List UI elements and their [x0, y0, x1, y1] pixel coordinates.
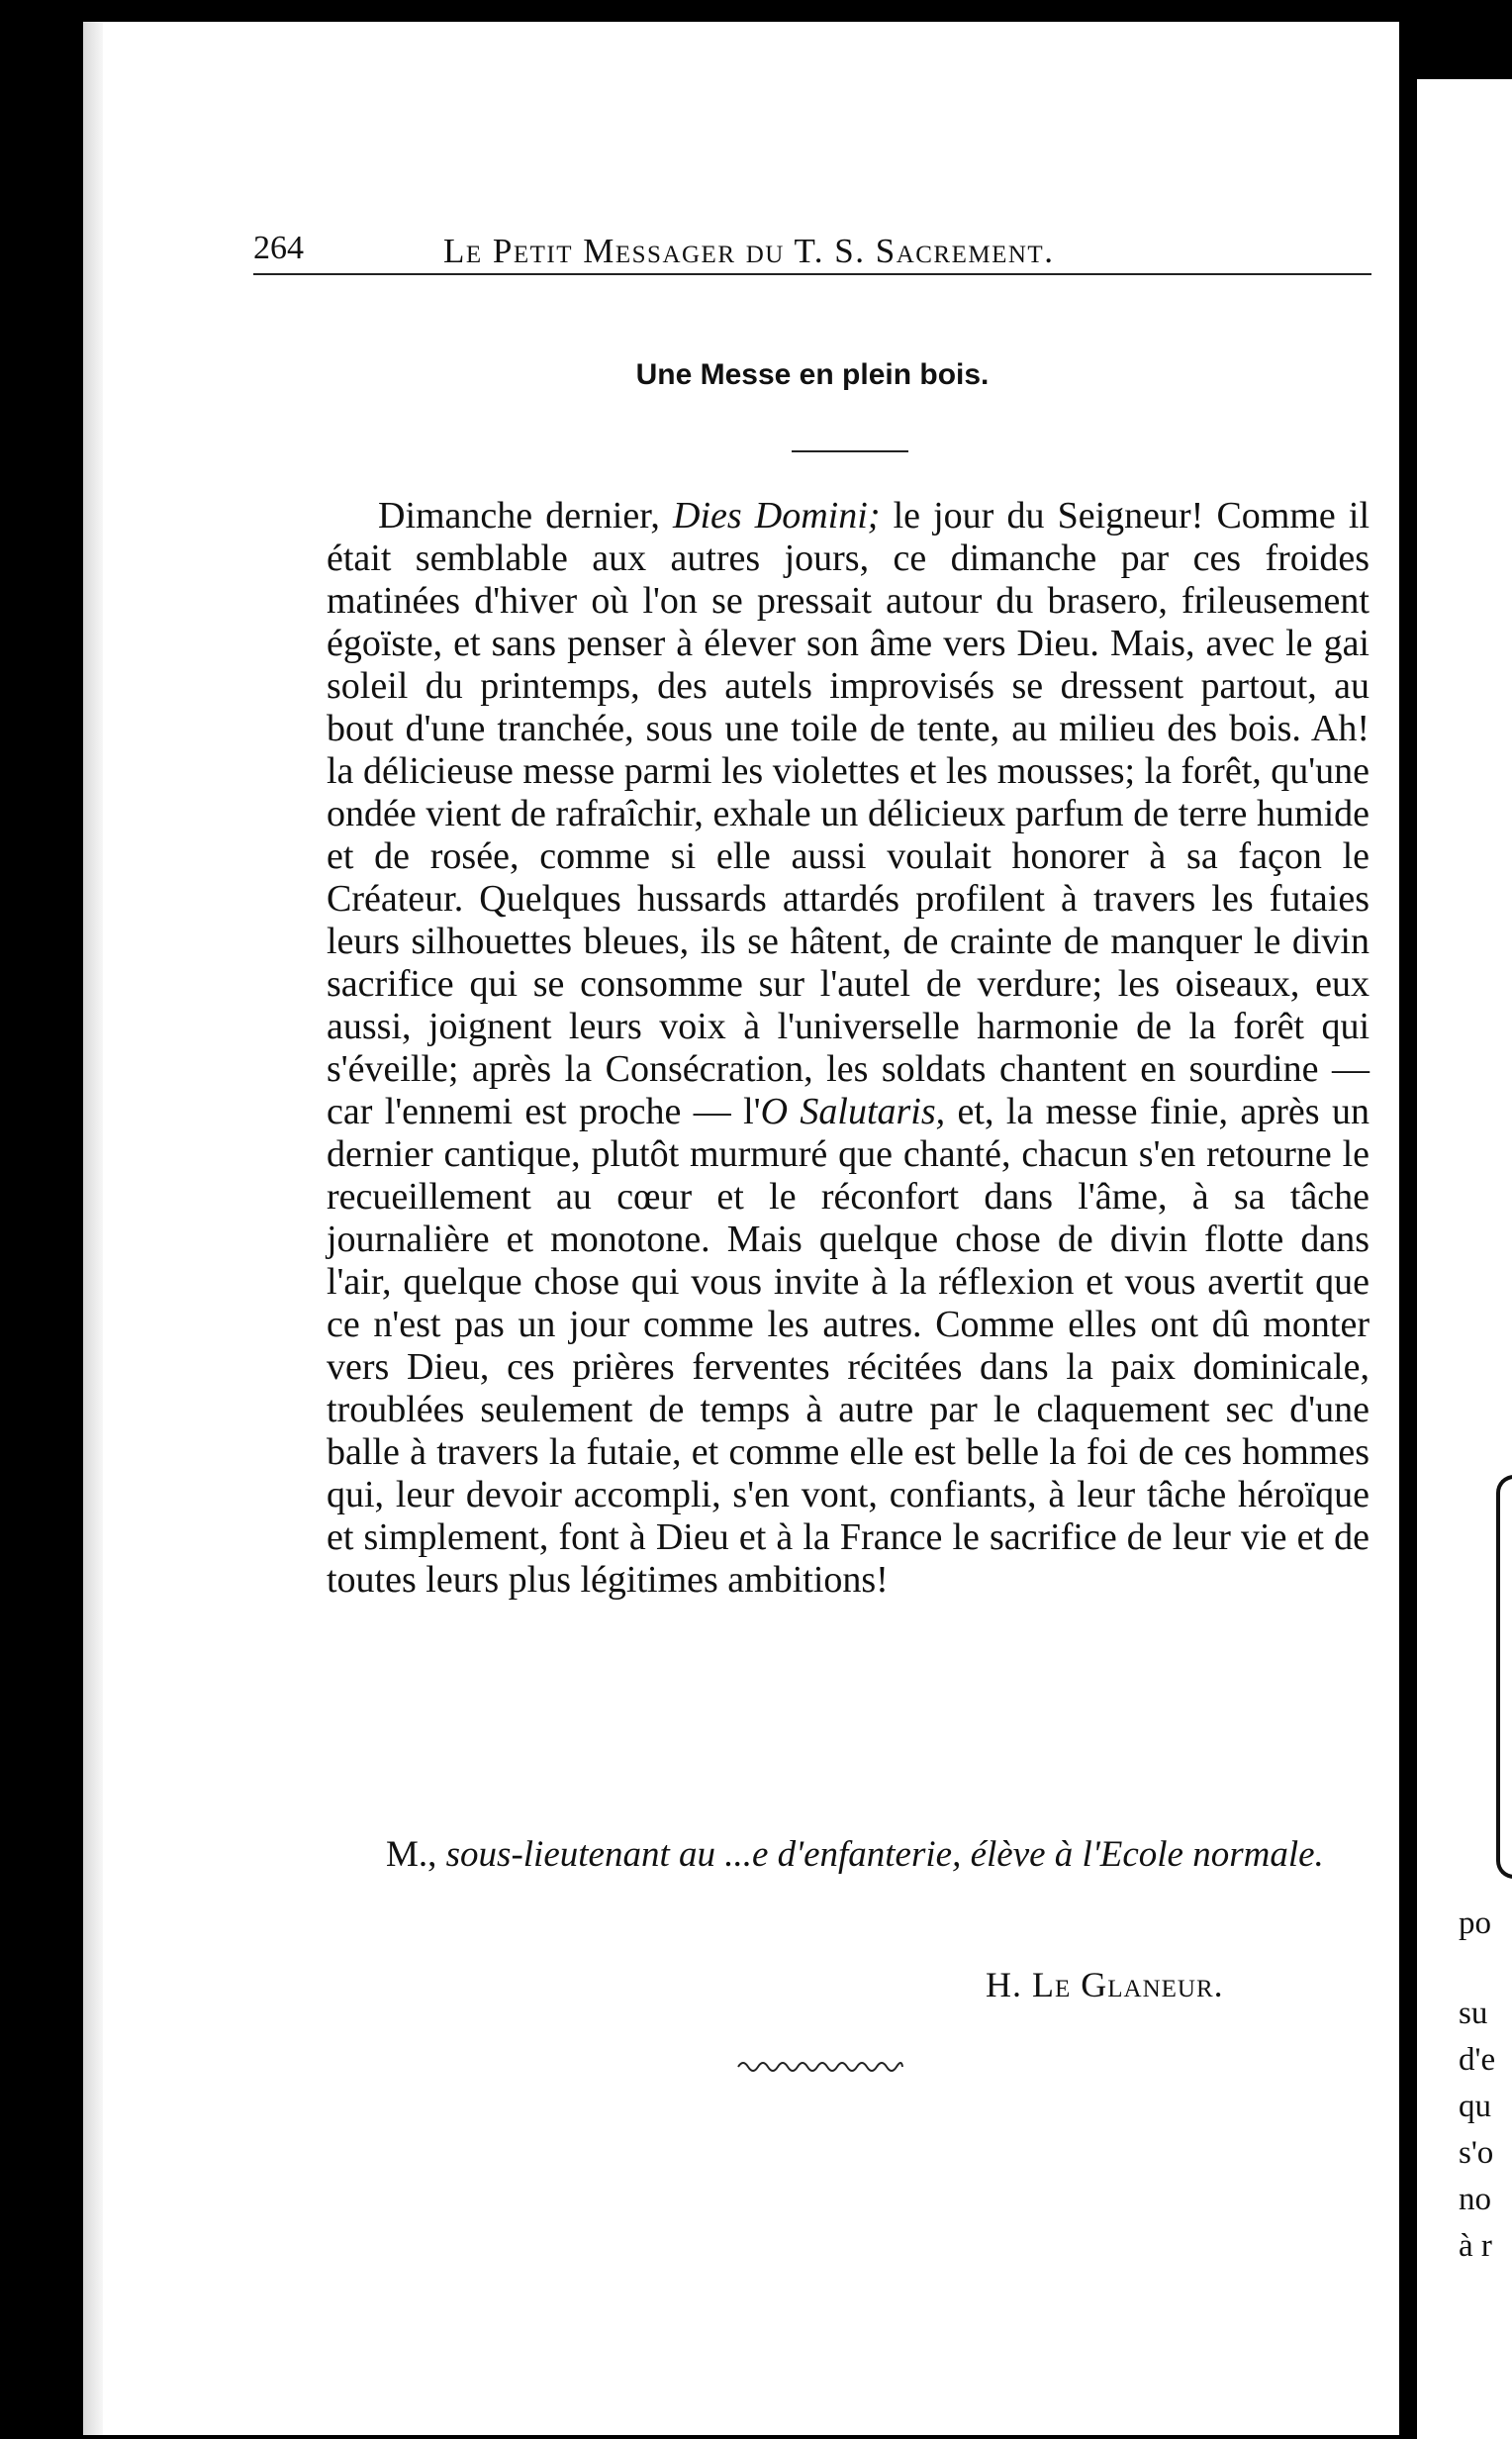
hymn-title: O Salutaris, — [760, 1091, 946, 1132]
adjacent-page — [1417, 79, 1512, 2439]
running-title: Le Petit Messager du T. S. Sacrement. — [443, 232, 1055, 270]
latin-phrase: Dies Domini; — [673, 495, 881, 537]
adjacent-page-ornament — [1496, 1475, 1512, 1879]
author: H. Le Glaneur. — [986, 1965, 1224, 2004]
article-body — [327, 495, 1370, 1602]
adjacent-page-text: po su d'e qu s'o no à r — [1459, 1905, 1496, 2264]
article-title: Une Messe en plein bois. — [635, 358, 990, 391]
signature-line — [293, 1833, 1342, 1876]
running-head — [253, 222, 1371, 275]
signature-description: sous-lieutenant au ...e d'enfanterie, élève à l'Ecole normale. — [445, 1834, 1324, 1875]
signature-initial: M., — [386, 1834, 437, 1875]
page-edge — [83, 22, 103, 2435]
article-paragraph: Dimanche dernier, Dies Domini; le jour du Seigneur! Comme il était semblable aux autres jours, ce dimanche par ces froides matinées d'hiver où l'on se pressait autour du brasero, frileusement égoïste, et sans penser à élever son âme vers Dieu. Mais, avec le gai soleil du printemps, des autels improvisés se dressent partout, au bout d'une tranchée, sous une toile de tente, au milieu des bois. Ah! la délicieuse messe parmi les violettes et les mousses; la forêt, qu'une ondée vient de rafraîchir, exhale un délicieux parfum de terre humide et de rosée, comme si elle aussi voulait honorer à sa façon le Créateur. Quelques hussards attardés profilent à travers les futaies leurs silhouettes bleues, ils se hâtent, de crainte de manquer le divin sacrifice qui se consomme sur l'autel de verdure; les oiseaux, eux aussi, joignent leurs voix à l'universelle harmonie de la forêt qui s'éveille; après la Consécration, les soldats chantent en sourdine — car l'ennemi est proche — l'O Salutaris, et, la messe finie, après un dernier cantique, plutôt murmuré que chanté, chacun s'en retourne le recueillement au cœur et le réconfort dans l'âme, à sa tâche journalière et monotone. Mais quelque chose de divin flotte dans l'air, quelque chose qui vous invite à la réflexion et vous avertit que ce n'est pas un jour comme les autres. Comme elles ont dû monter vers Dieu, ces prières ferventes récitées dans la paix dominicale, troublées seulement de temps à autre par le claquement sec d'une balle à travers la futaie, et comme elle est belle la foi de ces hommes qui, leur devoir accompli, s'en vont, confiants, à leur tâche héroïque et simplement, font à Dieu et à la France le sacrifice de leur vie et de toutes leurs plus légitimes ambitions! — [327, 495, 1370, 1601]
page-number: 264 — [253, 230, 304, 266]
tail-ornament — [736, 2055, 904, 2079]
title-rule — [792, 450, 908, 452]
